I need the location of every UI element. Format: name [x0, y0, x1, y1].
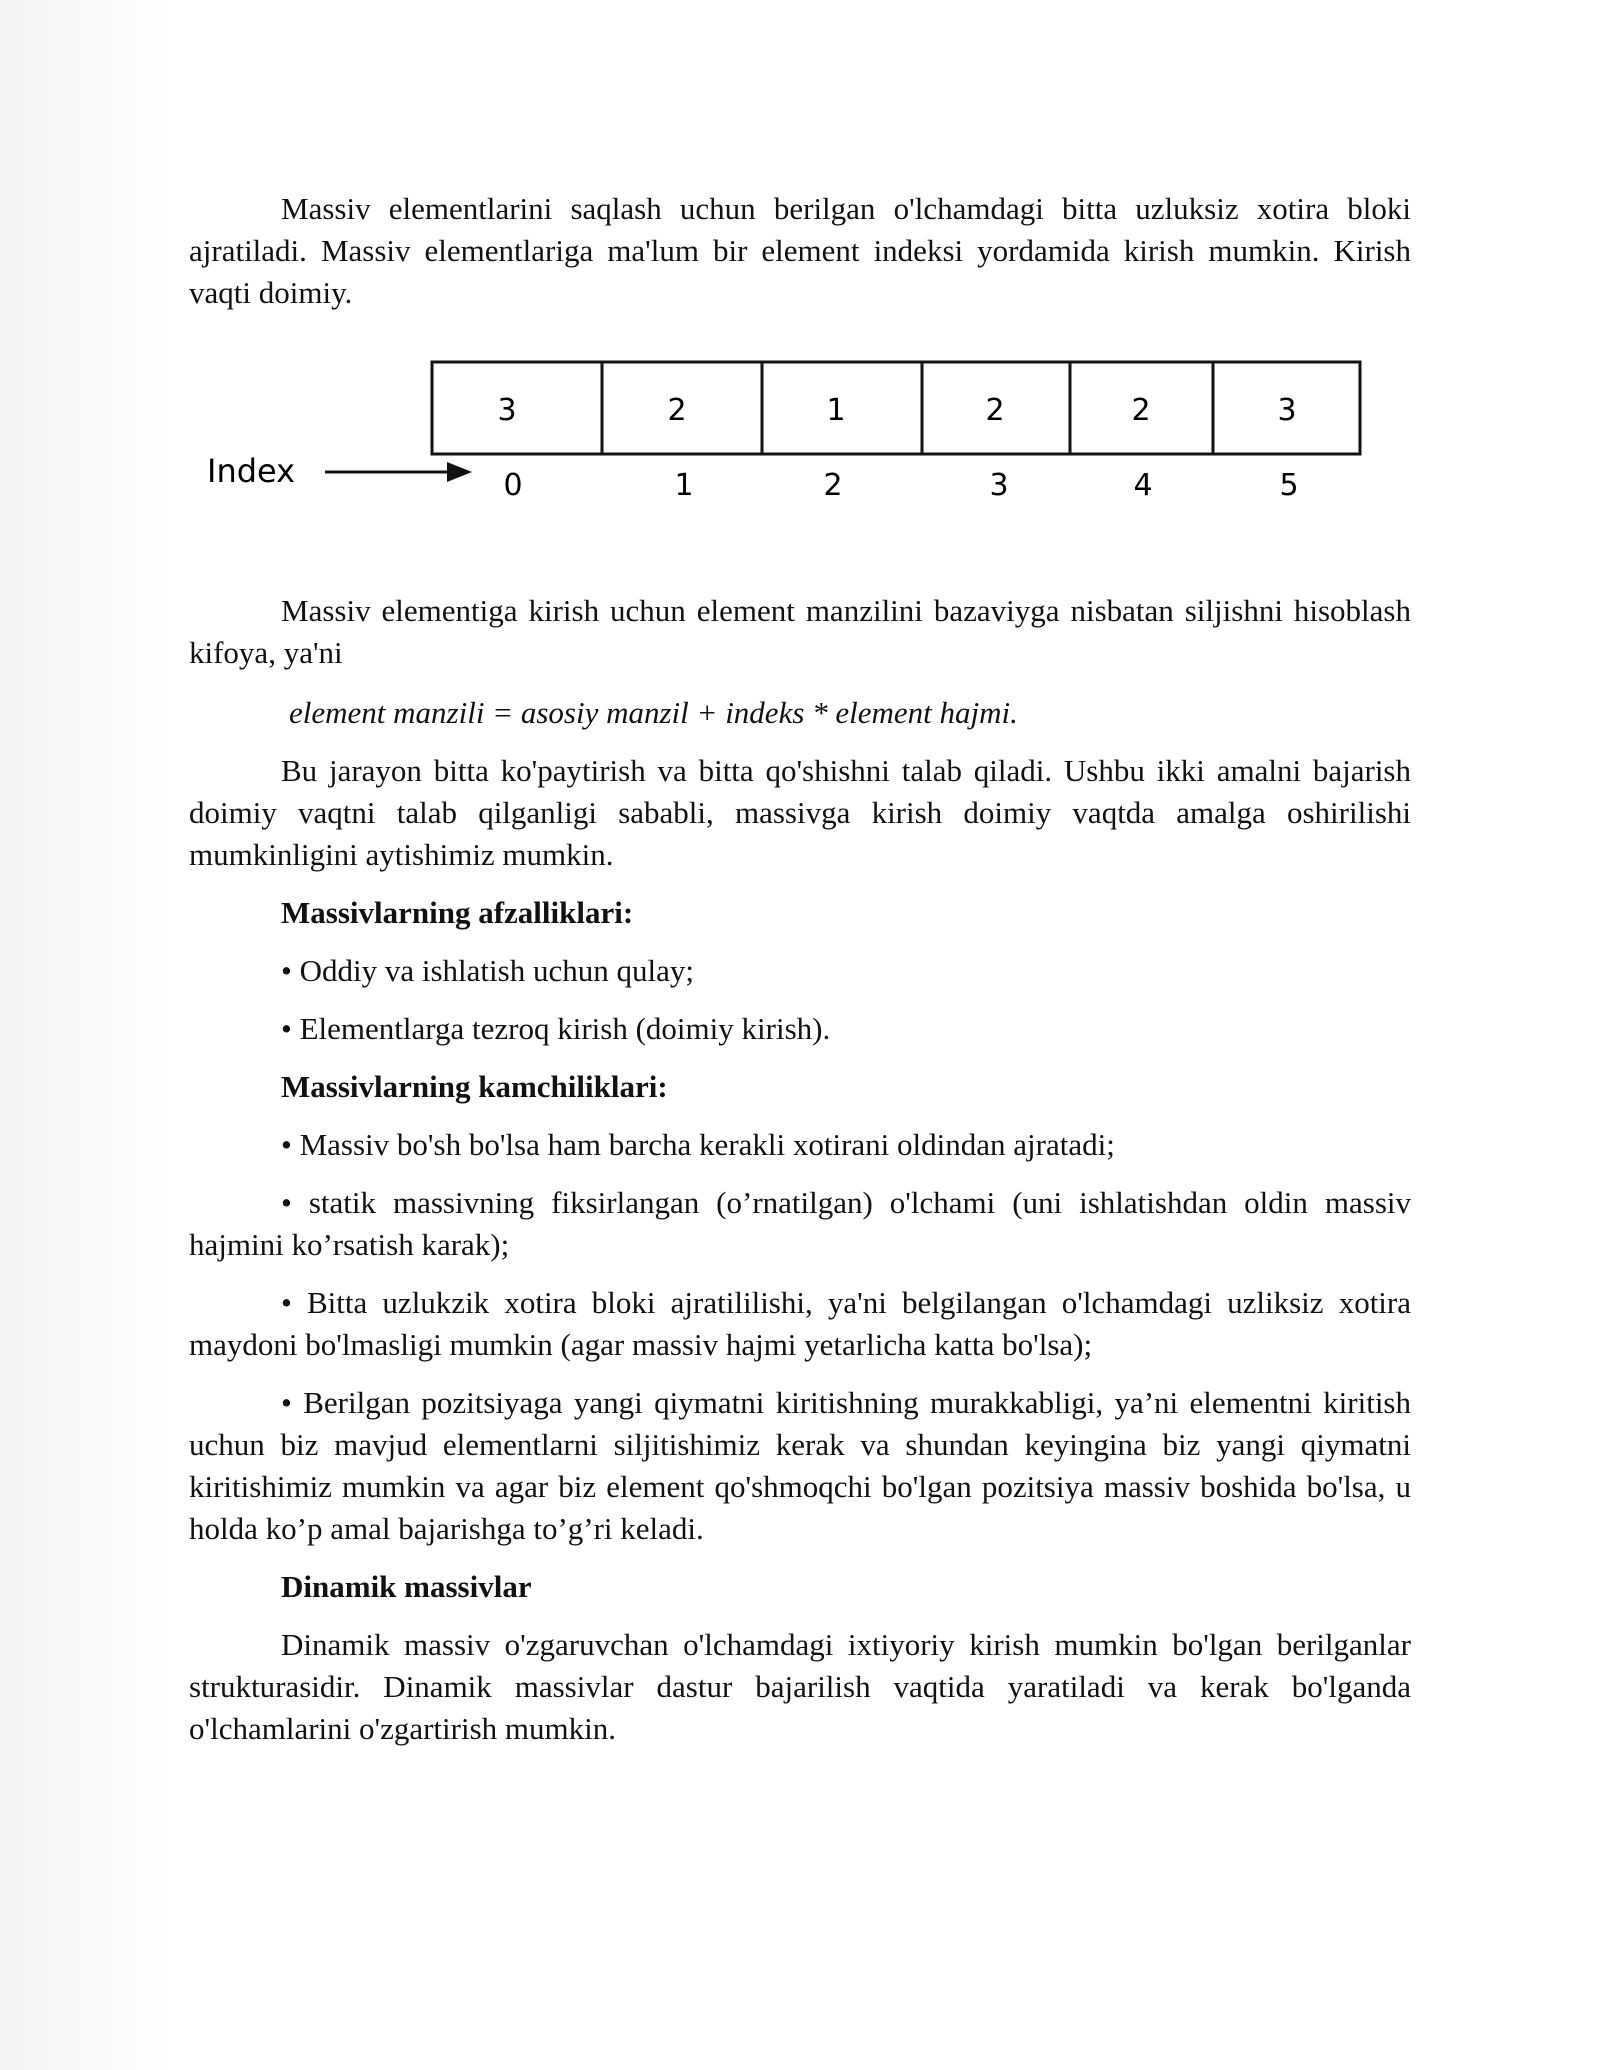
array-index-diagram [189, 332, 1411, 572]
arrow-head-icon [447, 462, 472, 482]
cell-value: 1 [826, 393, 846, 428]
disadvantage-item: • statik massivning fiksirlangan (o’rnatilgan) o'lchami (uni ishlatishdan oldin massiv hajmini ko’rsatish karak); [189, 1185, 1411, 1262]
access-paragraph: Massiv elementiga kirish uchun element manzilini bazaviyga nisbatan siljishni hisoblash kifoya, ya'ni [189, 593, 1411, 670]
dynamic-heading: Dinamik massivlar [281, 1569, 532, 1604]
index-label: Index [207, 452, 296, 490]
page-edge-shadow [0, 0, 170, 2070]
cell-value: 2 [667, 393, 687, 428]
array-border [432, 362, 1360, 454]
process-paragraph: Bu jarayon bitta ko'paytirish va bitta qo'shishni talab qiladi. Ushbu ikki amalni bajarish doimiy vaqtni talab qilganligi sababli, massivga kirish doimiy vaqtda amalga oshirilishi mumkinligini aytishimiz mumkin. [189, 753, 1411, 872]
advantage-item: • Oddiy va ishlatish uchun qulay; [281, 953, 694, 988]
index-number: 0 [503, 468, 523, 503]
index-number: 4 [1133, 468, 1153, 503]
address-formula: element manzili = asosiy manzil + indeks * element hajmi. [289, 695, 1018, 730]
cell-value: 3 [497, 393, 517, 428]
document-body [189, 188, 1411, 1750]
array-cells [432, 362, 1360, 454]
advantage-item: • Elementlarga tezroq kirish (doimiy kirish). [281, 1011, 831, 1046]
array-indices [503, 468, 1298, 503]
cell-value: 3 [1277, 393, 1297, 428]
index-arrow [325, 462, 472, 482]
index-number: 2 [823, 468, 843, 503]
intro-paragraph: Massiv elementlarini saqlash uchun berilgan o'lchamdagi bitta uzluksiz xotira bloki ajratiladi. Massiv elementlariga ma'lum bir element indeksi yordamida kirish mumkin. Kirish vaqti doimiy. [189, 191, 1411, 310]
index-number: 3 [989, 468, 1009, 503]
cell-value: 2 [985, 393, 1005, 428]
dynamic-paragraph: Dinamik massiv o'zgaruvchan o'lchamdagi ixtiyoriy kirish mumkin bo'lgan berilganlar strukturasidir. Dinamik massivlar dastur bajarilish vaqtida yaratiladi va kerak bo'lganda o'lchamlarini o'zgartirish mumkin. [189, 1627, 1411, 1746]
disadvantage-item: • Massiv bo'sh bo'lsa ham barcha kerakli xotirani oldindan ajratadi; [281, 1127, 1115, 1162]
cell-value: 2 [1131, 393, 1151, 428]
disadvantages-heading: Massivlarning kamchiliklari: [281, 1069, 668, 1104]
disadvantage-item: • Bitta uzlukzik xotira bloki ajratililishi, ya'ni belgilangan o'lchamdagi uzliksiz xotira maydoni bo'lmasligi mumkin (agar massiv hajmi yetarlicha katta bo'lsa); [189, 1285, 1411, 1362]
advantages-heading: Massivlarning afzalliklari: [281, 895, 634, 930]
array-values [497, 393, 1296, 428]
array-diagram-svg [189, 332, 1411, 572]
index-number: 1 [674, 468, 694, 503]
index-number: 5 [1279, 468, 1299, 503]
disadvantage-item: • Berilgan pozitsiyaga yangi qiymatni kiritishning murakkabligi, ya’ni elementni kiritish uchun biz mavjud elementlarni siljitishimiz kerak va shundan keyingina biz yangi qiymatni kiritishimiz mumkin va agar biz element qo'shmoqchi bo'lgan pozitsiya massiv boshida bo'lsa, u holda ko’p amal bajarishga to’g’ri keladi. [189, 1385, 1411, 1546]
